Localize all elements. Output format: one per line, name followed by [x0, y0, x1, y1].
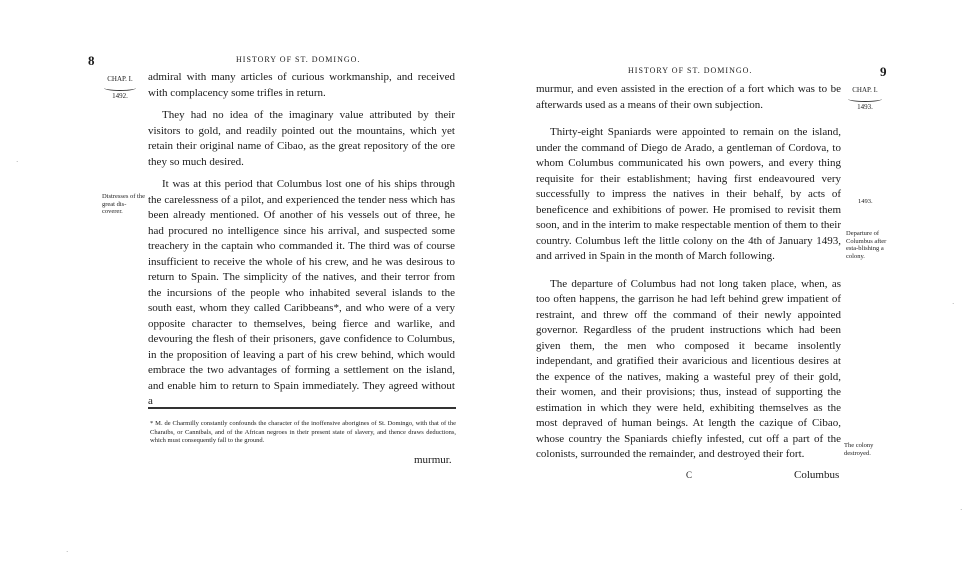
footnote-rule [148, 407, 456, 409]
right-paragraph-1: murmur, and even assisted in the erection of a fort which was to be afterwards used as a means of their own subjection. [536, 83, 841, 111]
left-body [148, 70, 455, 410]
left-chapter-margin [102, 75, 138, 101]
left-chapter-brace [104, 85, 136, 91]
left-catchword: murmur. [414, 454, 452, 466]
right-page [490, 0, 980, 563]
scan-speck: · [66, 548, 69, 556]
right-paragraph-2: Thirty-eight Spaniards were appointed to remain on the island, under the command of Diego de Arado, a gentleman of Cordova, to whom Columbus communicated his own powers, and every thing requisite for their establishment; having first endeavoured very successfully to impress the natives in their behalf, by acts of beneficence and exhibitions of power. He promised to revisit them soon, and in the interim to make respectable mention of them to their country. Columbus left the little colony on the 4th of January 1493, and arrived in Spain in the month of March following. [536, 126, 841, 262]
right-running-head: HISTORY OF ST. DOMINGO. [628, 66, 753, 75]
left-margin-note: Distresses of the great dis-coverer. [102, 193, 145, 215]
right-margin-note-departure: Departure of Columbus after esta-blishing a colony. [846, 230, 887, 260]
right-chapter-brace [848, 96, 882, 102]
right-paragraph-3: The departure of Columbus had not long taken place, when, as too often happens, the garrison he had left behind grew impatient of restraint, and threw off the command of their newly appointed governor. Regardless of the prudent instructions which had been given them, the men who composed it became insolently independant, and gratified their avaricious and licentious desires at the expence of the natives, making a wasteful prey of their gold, their women, and their provisions; thus, instead of supporting the estimation in which they were held, exhibiting themselves as the most depraved of human beings. At length the cazique of Cibao, whose country the Spaniards chiefly infested, cut off a part of the colonists, surrounded the remainder, and destroyed their fort. [536, 277, 841, 460]
left-footnote: * M. de Charmilly constantly confounds the character of the inoffensive aborigines of St. Domingo, with that of the Charaibs, or Cannibals, and of the African negroes in their present state of slavery, and thence draws deductions, which must consequently fall to the ground. [150, 420, 456, 444]
left-chapter-label: CHAP. I. [107, 75, 133, 83]
left-paragraph-3: It was at this period that Columbus lost one of his ships through the carelessness of a pilot, and experienced the tender ness which has been already mentioned. Of another of his vessels out of three, he had procured no intelligence since his arrival, and suspected some treachery in the captain who commanded it. The third was of course insufficient to receive the whole of his crew, and he was desirous to return to Spain. The simplicity of the natives, and their terror from the incursions of the people who inhabited several islands to the south east, whom they called Caribbeans*, and who were of a very opposite character to themselves, being fierce and warlike, and devouring the flesh of their prisoners, gave confidence to Columbus, in the proposition of leaving a part of his crew behind, which would embrace the two advantages of forming a settlement on the island, and enable him to return to Spain immediately. They agreed without a [148, 178, 455, 407]
left-chapter-year: 1492. [112, 92, 128, 100]
right-margin-note-colony: The colony destroyed. [844, 442, 874, 457]
scan-speck: · [16, 158, 19, 166]
scan-speck: · [952, 300, 955, 308]
right-chapter-year: 1493. [857, 103, 873, 111]
scan-speck: · [960, 506, 963, 514]
left-paragraph-1: admiral with many articles of curious workmanship, and received with complacency some trifles in return. [148, 71, 455, 99]
right-chapter-margin [846, 86, 884, 112]
left-paragraph-2: They had no idea of the imaginary value attributed by their visitors to gold, and readily pointed out the mountains, which yet retain their original name of Cibao, as the great repository of the ore they so much desired. [148, 109, 455, 168]
left-running-head: HISTORY OF ST. DOMINGO. [236, 55, 361, 64]
right-signature-mark: C [686, 470, 693, 480]
right-catchword: Columbus [794, 469, 840, 481]
right-margin-year: 1493. [858, 198, 873, 205]
right-page-number: 9 [880, 64, 887, 79]
left-page-number: 8 [88, 53, 95, 68]
right-body [536, 82, 841, 463]
right-chapter-label: CHAP. I. [852, 86, 878, 94]
